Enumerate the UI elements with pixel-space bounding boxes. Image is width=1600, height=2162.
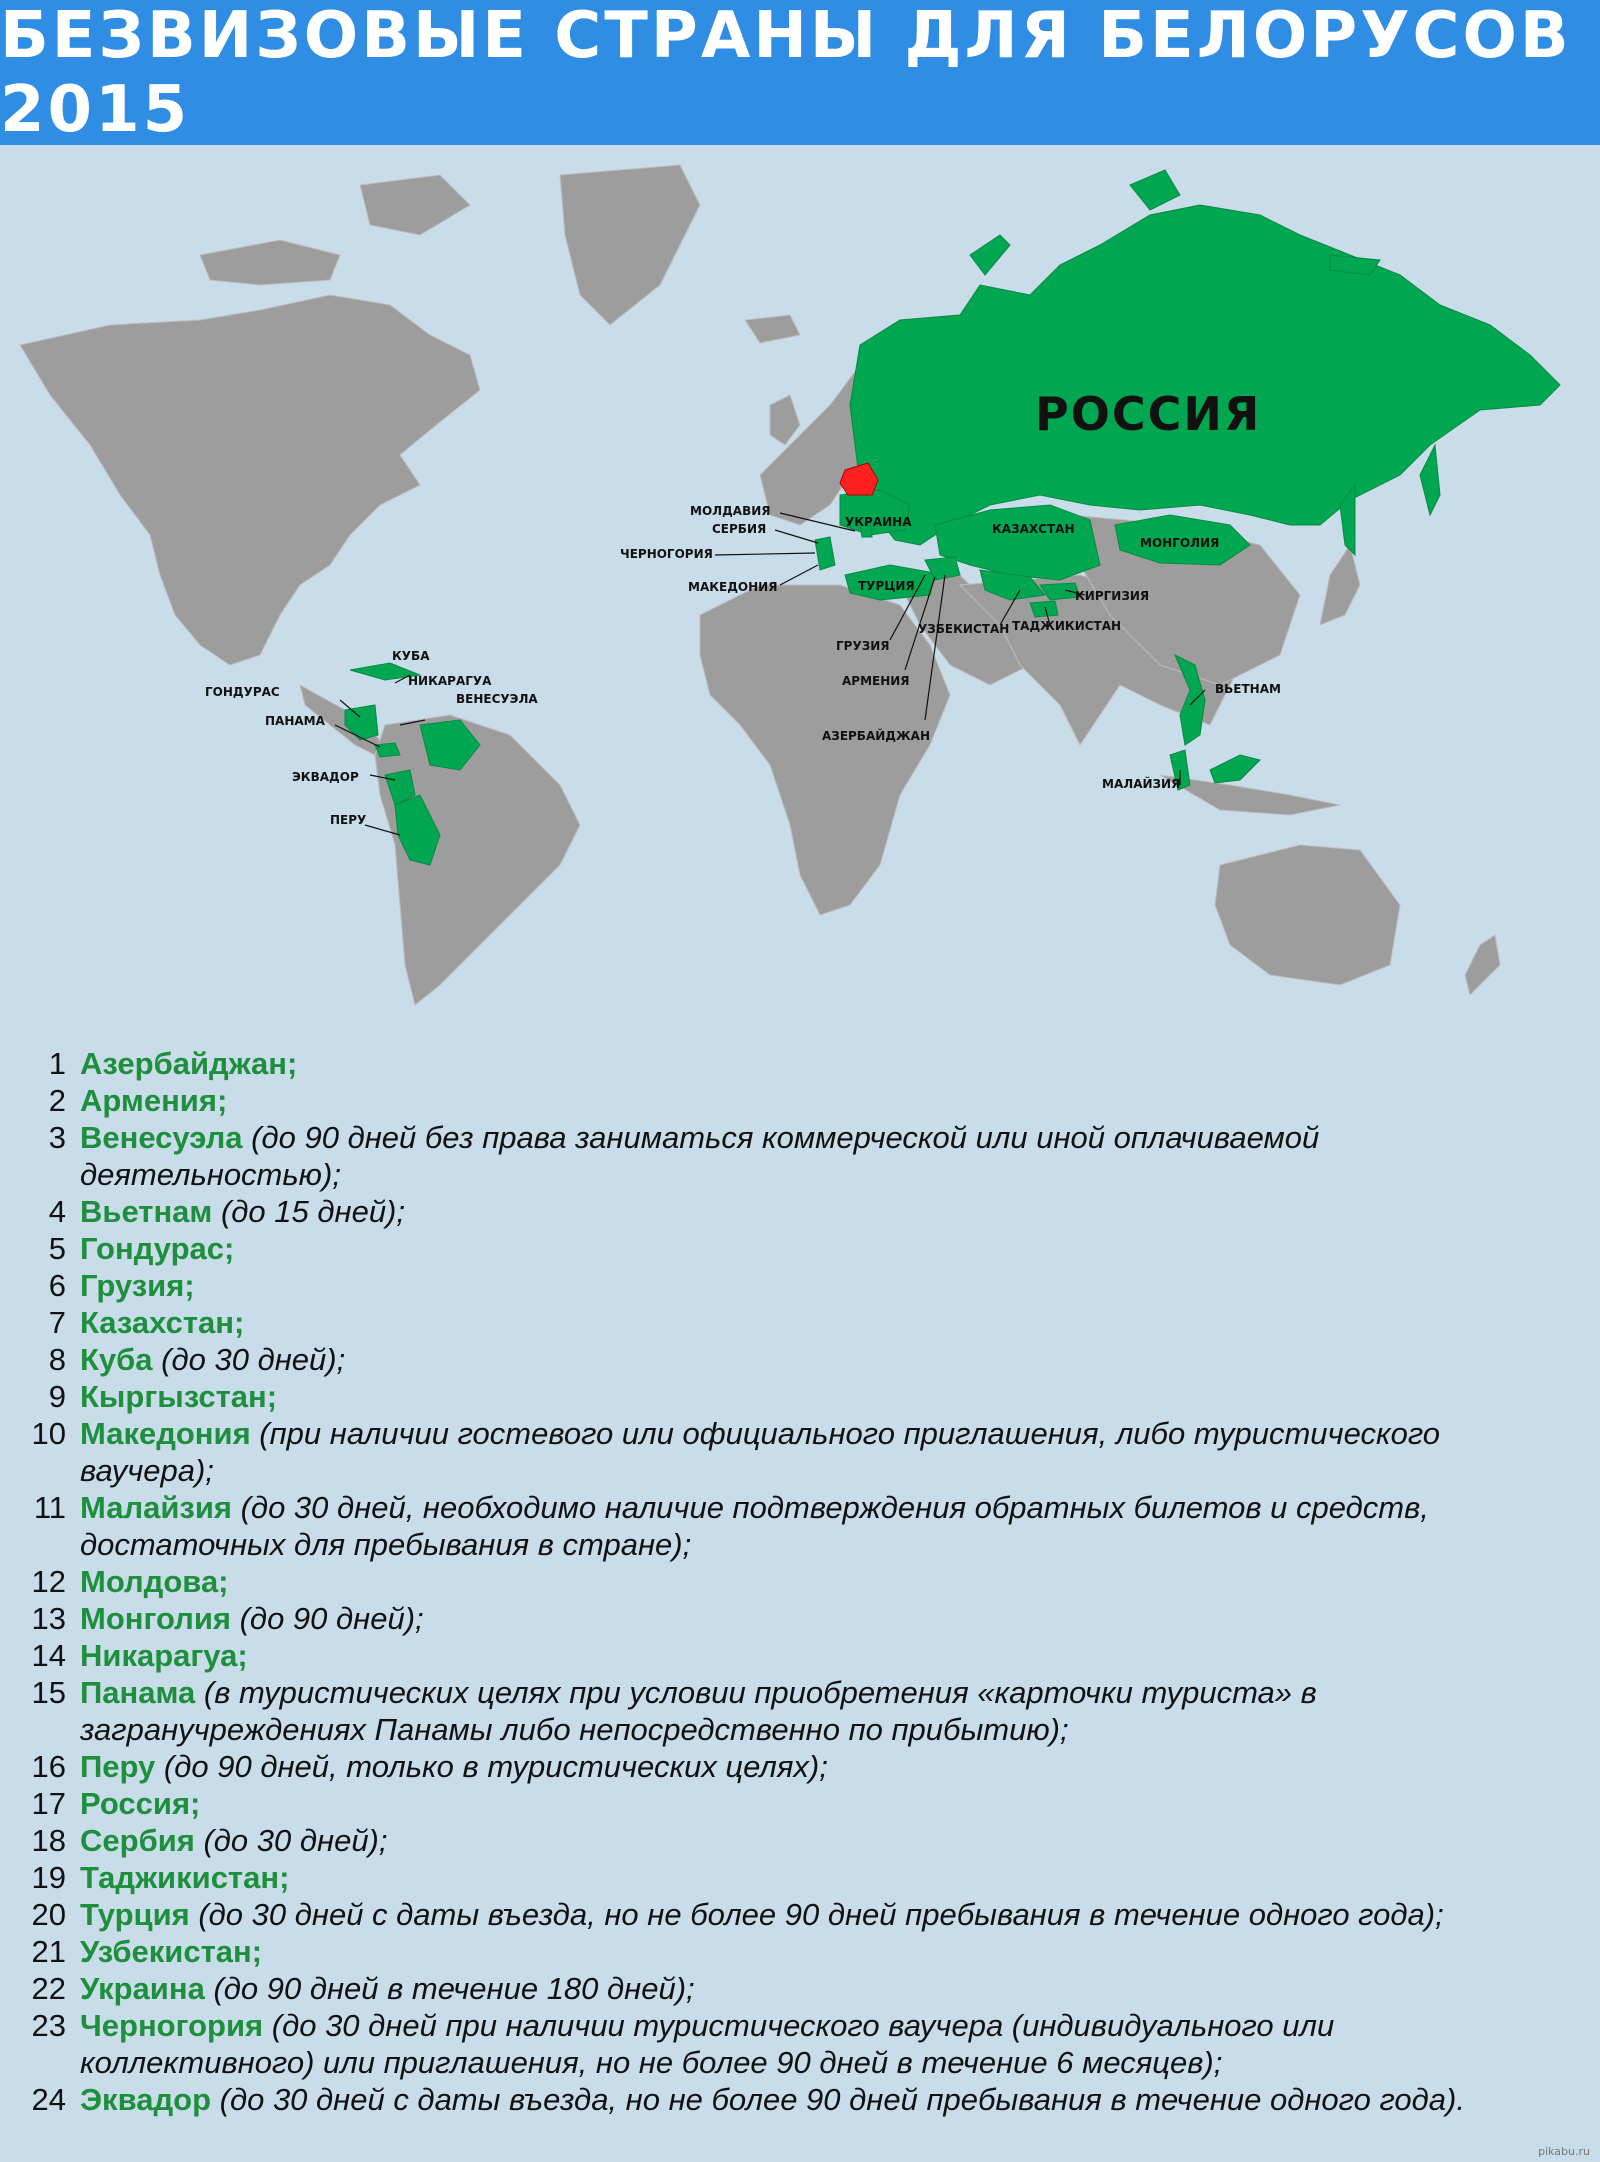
land-australia [1215, 845, 1400, 985]
map-label-kazakhstan: КАЗАХСТАН [992, 522, 1075, 536]
country-name: Россия; [80, 1786, 201, 1821]
country-name: Сербия [80, 1823, 195, 1858]
list-item [0, 1341, 1600, 1378]
map-label-panama: ПАНАМА [265, 714, 325, 728]
country-name: Гондурас; [80, 1231, 235, 1266]
land-north-america [20, 295, 480, 665]
country-list [0, 1045, 1600, 2118]
country-note: (при наличии гостевого или официального приглашения, либо туристического ваучера); [80, 1416, 1441, 1488]
list-item [0, 1193, 1600, 1230]
list-item-number: 19 [31, 1860, 66, 1895]
panama-shape [375, 743, 400, 757]
list-item-text [80, 2081, 1600, 2118]
country-note: (до 30 дней, необходимо наличие подтверждения обратных билетов и средств, достаточных для пребывания в стране); [80, 1490, 1429, 1562]
russia-novaya-zemlya [970, 235, 1010, 275]
list-item-text [80, 1933, 1600, 1970]
list-item-text [80, 1859, 1600, 1896]
country-name: Монголия [80, 1601, 231, 1636]
country-note: (до 30 дней с даты въезда, но не более 90 дней пребывания в течение одного года); [189, 1897, 1444, 1932]
tajikistan-shape [1030, 601, 1058, 617]
country-name: Эквадор [80, 2082, 212, 2117]
list-item-number: 9 [48, 1379, 66, 1414]
list-item [0, 1415, 1600, 1489]
list-item-text [80, 1082, 1600, 1119]
country-note: (до 90 дней, только в туристических целях); [155, 1749, 828, 1784]
map-label-mongolia: МОНГОЛИЯ [1140, 536, 1220, 550]
list-item-text [80, 1674, 1600, 1748]
list-item-text [80, 1896, 1600, 1933]
country-name: Грузия; [80, 1268, 195, 1303]
map-label-armenia: АРМЕНИЯ [842, 674, 910, 688]
list-item-text [80, 1822, 1600, 1859]
page-title: БЕЗВИЗОВЫЕ СТРАНЫ ДЛЯ БЕЛОРУСОВ 2015 [0, 0, 1572, 147]
list-item [0, 1970, 1600, 2007]
list-item-number: 15 [31, 1675, 66, 1710]
map-label-russia: РОССИЯ [1035, 387, 1262, 441]
country-note: (до 90 дней); [231, 1601, 424, 1636]
list-item-text [80, 1489, 1600, 1563]
title-banner [0, 0, 1600, 145]
country-name: Черногория [80, 2008, 264, 2043]
list-item [0, 1933, 1600, 1970]
map-label-azerbaijan: АЗЕРБАЙДЖАН [822, 729, 930, 743]
list-item-number: 21 [31, 1934, 66, 1969]
country-note: (до 15 дней); [212, 1194, 405, 1229]
country-note: (до 30 дней с даты въезда, но не более 90 дней пребывания в течение одного года). [211, 2082, 1465, 2117]
list-item [0, 1822, 1600, 1859]
list-item-number: 20 [31, 1897, 66, 1932]
list-item [0, 1045, 1600, 1082]
list-item-number: 13 [31, 1601, 66, 1636]
list-item-number: 23 [31, 2008, 66, 2043]
map-label-macedonia: МАКЕДОНИЯ [688, 580, 778, 594]
list-item [0, 1674, 1600, 1748]
map-label-turkey: ТУРЦИЯ [858, 579, 915, 593]
country-name: Украина [80, 1971, 205, 2006]
country-note: (до 30 дней при наличии туристического ваучера (индивидуального или коллективного) или приглашения, но не более 90 дней в течение 6 месяцев); [80, 2008, 1335, 2080]
list-item [0, 1600, 1600, 1637]
list-item [0, 1637, 1600, 1674]
list-item-number: 8 [48, 1342, 66, 1377]
country-name: Македония [80, 1416, 251, 1451]
list-item-text [80, 1748, 1600, 1785]
list-item-number: 4 [48, 1194, 66, 1229]
list-item-number: 7 [48, 1305, 66, 1340]
watermark: pikabu.ru [1538, 2145, 1590, 2158]
list-item-number: 24 [31, 2082, 66, 2117]
map-label-honduras: ГОНДУРАС [205, 685, 280, 699]
list-item-text [80, 1045, 1600, 1082]
list-item-number: 18 [31, 1823, 66, 1858]
list-item-text [80, 1563, 1600, 1600]
land-greenland [560, 165, 700, 325]
country-name: Куба [80, 1342, 153, 1377]
map-label-nicaragua: НИКАРАГУА [408, 674, 492, 688]
country-name: Узбекистан; [80, 1934, 263, 1969]
land-iceland [745, 315, 800, 343]
map-label-ecuador: ЭКВАДОР [292, 770, 359, 784]
list-item-number: 12 [31, 1564, 66, 1599]
land-uk [770, 395, 800, 445]
country-name: Казахстан; [80, 1305, 245, 1340]
list-item [0, 1304, 1600, 1341]
land-south-america [375, 715, 580, 1005]
map-label-kyrgyzstan: КИРГИЗИЯ [1075, 589, 1150, 603]
country-name: Таджикистан; [80, 1860, 290, 1895]
list-item [0, 2007, 1600, 2081]
list-item [0, 2081, 1600, 2118]
list-item [0, 1489, 1600, 1563]
land-japan [1320, 545, 1360, 625]
list-item-number: 14 [31, 1638, 66, 1673]
country-name: Малайзия [80, 1490, 232, 1525]
list-item-text [80, 1637, 1600, 1674]
map-label-montenegro: ЧЕРНОГОРИЯ [620, 547, 713, 561]
country-name: Кыргызстан; [80, 1379, 278, 1414]
list-item [0, 1563, 1600, 1600]
list-item [0, 1785, 1600, 1822]
map-label-tajikistan: ТАДЖИКИСТАН [1012, 619, 1122, 633]
list-item-text [80, 1785, 1600, 1822]
list-item [0, 1267, 1600, 1304]
country-note: (до 90 дней без права заниматься коммерческой или иной оплачиваемой деятельностью); [80, 1120, 1320, 1192]
map-label-peru: ПЕРУ [330, 813, 367, 827]
list-item-text [80, 1341, 1600, 1378]
country-name: Турция [80, 1897, 190, 1932]
world-map [0, 145, 1600, 1020]
land-new-zealand [1465, 935, 1500, 995]
country-note: (до 30 дней); [152, 1342, 346, 1377]
map-label-cuba: КУБА [392, 649, 430, 663]
map-label-uzbekistan: УЗБЕКИСТАН [918, 622, 1010, 636]
list-item-text [80, 1600, 1600, 1637]
list-item-text [80, 1415, 1600, 1489]
list-item-text [80, 2007, 1600, 2081]
list-item-text [80, 1304, 1600, 1341]
country-note: (в туристических целях при условии приобретения «карточки туриста» в загранучреждениях Панамы либо непосредственно по прибытию); [80, 1675, 1317, 1747]
russia-shape [850, 205, 1560, 545]
map-label-georgia: ГРУЗИЯ [836, 639, 890, 653]
list-item-text [80, 1119, 1600, 1193]
list-item-number: 2 [48, 1083, 66, 1118]
country-name: Венесуэла [80, 1120, 243, 1155]
list-item-text [80, 1378, 1600, 1415]
list-item-number: 1 [48, 1046, 66, 1081]
list-item-text [80, 1970, 1600, 2007]
country-name: Панама [80, 1675, 196, 1710]
land-canada-islands [200, 175, 470, 285]
map-label-vietnam: ВЬЕТНАМ [1215, 682, 1281, 696]
country-name: Молдова; [80, 1564, 229, 1599]
list-item [0, 1748, 1600, 1785]
list-item-number: 17 [31, 1786, 66, 1821]
country-name: Вьетнам [80, 1194, 213, 1229]
list-item-number: 5 [48, 1231, 66, 1266]
map-label-serbia: СЕРБИЯ [712, 522, 767, 536]
list-item-text [80, 1267, 1600, 1304]
list-item [0, 1859, 1600, 1896]
list-item [0, 1896, 1600, 1933]
country-name: Никарагуа; [80, 1638, 248, 1673]
list-item-number: 6 [48, 1268, 66, 1303]
map-svg [0, 145, 1600, 1020]
map-label-malaysia: МАЛАЙЗИЯ [1102, 777, 1181, 791]
list-item-number: 16 [31, 1749, 66, 1784]
land-africa [700, 585, 950, 915]
list-item-number: 3 [48, 1120, 66, 1155]
list-item-number: 11 [33, 1490, 66, 1525]
map-label-ukraine: УКРАИНА [845, 515, 912, 529]
list-item-number: 10 [31, 1416, 66, 1451]
list-item [0, 1082, 1600, 1119]
country-note: (до 90 дней в течение 180 дней); [204, 1971, 695, 2006]
country-name: Армения; [80, 1083, 228, 1118]
list-item-text [80, 1230, 1600, 1267]
country-name: Азербайджан; [80, 1046, 298, 1081]
list-item-number: 22 [31, 1971, 66, 2006]
country-note: (до 30 дней); [194, 1823, 388, 1858]
map-label-venezuela: ВЕНЕСУЭЛА [456, 692, 538, 706]
country-name: Перу [80, 1749, 156, 1784]
list-item [0, 1230, 1600, 1267]
list-item [0, 1378, 1600, 1415]
list-item-text [80, 1193, 1600, 1230]
list-item [0, 1119, 1600, 1193]
map-label-moldova: МОЛДАВИЯ [690, 504, 771, 518]
